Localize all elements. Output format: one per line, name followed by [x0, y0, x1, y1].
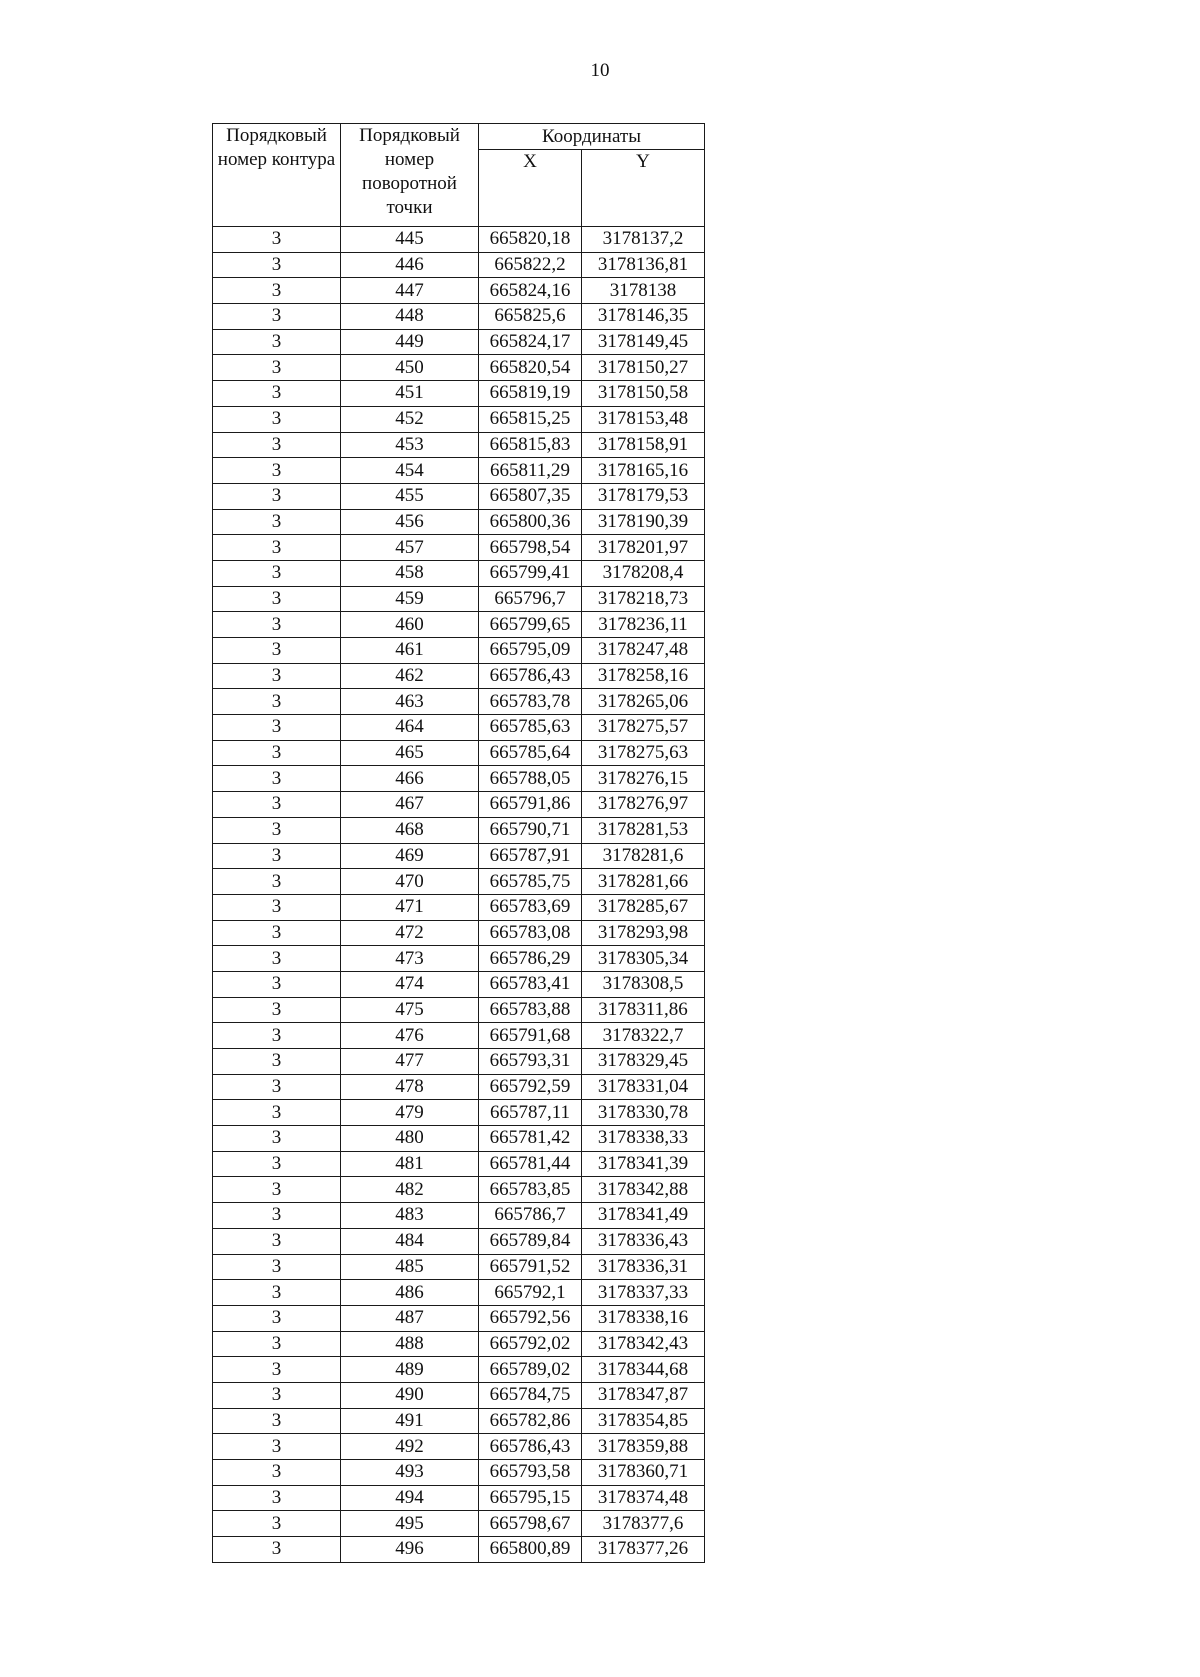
table-row [213, 740, 705, 766]
table-row [213, 792, 705, 818]
table-row [213, 946, 705, 972]
table-row [213, 483, 705, 509]
cell-point-number: 460 [341, 612, 479, 638]
cell-point-number: 496 [341, 1537, 479, 1563]
table-row [213, 1151, 705, 1177]
cell-contour-number: 3 [213, 1331, 341, 1357]
header-x: X [479, 150, 582, 227]
cell-y: 3178359,88 [582, 1434, 705, 1460]
cell-x: 665793,58 [479, 1460, 582, 1486]
cell-y: 3178281,6 [582, 843, 705, 869]
cell-y: 3178344,68 [582, 1357, 705, 1383]
cell-x: 665798,67 [479, 1511, 582, 1537]
cell-point-number: 454 [341, 458, 479, 484]
table-row [213, 1228, 705, 1254]
cell-x: 665789,84 [479, 1228, 582, 1254]
cell-y: 3178331,04 [582, 1074, 705, 1100]
cell-y: 3178158,91 [582, 432, 705, 458]
cell-x: 665799,65 [479, 612, 582, 638]
table-row [213, 560, 705, 586]
cell-y: 3178354,85 [582, 1408, 705, 1434]
cell-contour-number: 3 [213, 920, 341, 946]
cell-y: 3178258,16 [582, 663, 705, 689]
cell-y: 3178149,45 [582, 329, 705, 355]
cell-point-number: 481 [341, 1151, 479, 1177]
cell-point-number: 467 [341, 792, 479, 818]
cell-x: 665795,15 [479, 1485, 582, 1511]
cell-contour-number: 3 [213, 304, 341, 330]
cell-y: 3178276,15 [582, 766, 705, 792]
cell-x: 665785,75 [479, 869, 582, 895]
cell-contour-number: 3 [213, 1357, 341, 1383]
table-row [213, 329, 705, 355]
cell-point-number: 450 [341, 355, 479, 381]
cell-y: 3178342,43 [582, 1331, 705, 1357]
table-row [213, 971, 705, 997]
cell-x: 665786,43 [479, 1434, 582, 1460]
cell-y: 3178293,98 [582, 920, 705, 946]
cell-y: 3178138 [582, 278, 705, 304]
cell-y: 3178329,45 [582, 1049, 705, 1075]
table-row [213, 458, 705, 484]
cell-contour-number: 3 [213, 1382, 341, 1408]
cell-x: 665800,89 [479, 1537, 582, 1563]
cell-y: 3178338,16 [582, 1305, 705, 1331]
cell-x: 665783,69 [479, 894, 582, 920]
cell-x: 665785,64 [479, 740, 582, 766]
table-row [213, 278, 705, 304]
cell-y: 3178137,2 [582, 227, 705, 253]
cell-x: 665798,54 [479, 535, 582, 561]
table-row [213, 997, 705, 1023]
cell-point-number: 448 [341, 304, 479, 330]
cell-contour-number: 3 [213, 792, 341, 818]
cell-point-number: 449 [341, 329, 479, 355]
cell-contour-number: 3 [213, 329, 341, 355]
cell-y: 3178341,39 [582, 1151, 705, 1177]
table-row [213, 1485, 705, 1511]
table-row [213, 638, 705, 664]
cell-x: 665799,41 [479, 560, 582, 586]
cell-y: 3178337,33 [582, 1280, 705, 1306]
cell-y: 3178336,43 [582, 1228, 705, 1254]
cell-contour-number: 3 [213, 560, 341, 586]
table-row [213, 252, 705, 278]
cell-point-number: 461 [341, 638, 479, 664]
cell-x: 665815,25 [479, 406, 582, 432]
cell-point-number: 495 [341, 1511, 479, 1537]
cell-contour-number: 3 [213, 1023, 341, 1049]
cell-point-number: 494 [341, 1485, 479, 1511]
table-row [213, 1203, 705, 1229]
cell-contour-number: 3 [213, 971, 341, 997]
table-row [213, 1126, 705, 1152]
header-point-number: Порядковый номер поворотной точки [341, 124, 479, 227]
cell-y: 3178136,81 [582, 252, 705, 278]
cell-point-number: 462 [341, 663, 479, 689]
cell-y: 3178165,16 [582, 458, 705, 484]
cell-contour-number: 3 [213, 406, 341, 432]
cell-x: 665783,08 [479, 920, 582, 946]
cell-contour-number: 3 [213, 843, 341, 869]
cell-contour-number: 3 [213, 1228, 341, 1254]
cell-y: 3178360,71 [582, 1460, 705, 1486]
cell-point-number: 488 [341, 1331, 479, 1357]
cell-point-number: 453 [341, 432, 479, 458]
cell-y: 3178311,86 [582, 997, 705, 1023]
cell-contour-number: 3 [213, 355, 341, 381]
table-row [213, 432, 705, 458]
cell-x: 665791,68 [479, 1023, 582, 1049]
cell-contour-number: 3 [213, 509, 341, 535]
table-row [213, 1382, 705, 1408]
cell-contour-number: 3 [213, 1203, 341, 1229]
table-row [213, 869, 705, 895]
cell-x: 665786,7 [479, 1203, 582, 1229]
cell-y: 3178201,97 [582, 535, 705, 561]
cell-y: 3178150,27 [582, 355, 705, 381]
cell-x: 665795,09 [479, 638, 582, 664]
cell-point-number: 483 [341, 1203, 479, 1229]
cell-x: 665783,88 [479, 997, 582, 1023]
table-row [213, 227, 705, 253]
cell-contour-number: 3 [213, 1408, 341, 1434]
table-row [213, 304, 705, 330]
cell-contour-number: 3 [213, 1280, 341, 1306]
cell-y: 3178218,73 [582, 586, 705, 612]
cell-point-number: 489 [341, 1357, 479, 1383]
cell-contour-number: 3 [213, 1177, 341, 1203]
cell-point-number: 490 [341, 1382, 479, 1408]
cell-contour-number: 3 [213, 638, 341, 664]
cell-x: 665820,18 [479, 227, 582, 253]
table-row [213, 663, 705, 689]
table-row [213, 1408, 705, 1434]
cell-x: 665811,29 [479, 458, 582, 484]
cell-point-number: 455 [341, 483, 479, 509]
cell-point-number: 480 [341, 1126, 479, 1152]
cell-point-number: 487 [341, 1305, 479, 1331]
cell-point-number: 464 [341, 715, 479, 741]
table-row [213, 1460, 705, 1486]
cell-contour-number: 3 [213, 663, 341, 689]
cell-contour-number: 3 [213, 1074, 341, 1100]
cell-y: 3178377,26 [582, 1537, 705, 1563]
table-row [213, 509, 705, 535]
cell-x: 665820,54 [479, 355, 582, 381]
table-row [213, 381, 705, 407]
cell-point-number: 472 [341, 920, 479, 946]
cell-contour-number: 3 [213, 869, 341, 895]
table-row [213, 1280, 705, 1306]
cell-y: 3178341,49 [582, 1203, 705, 1229]
table-row [213, 920, 705, 946]
cell-y: 3178336,31 [582, 1254, 705, 1280]
cell-x: 665793,31 [479, 1049, 582, 1075]
cell-point-number: 473 [341, 946, 479, 972]
table-row [213, 1100, 705, 1126]
cell-y: 3178275,63 [582, 740, 705, 766]
cell-point-number: 470 [341, 869, 479, 895]
page-number: 10 [590, 60, 610, 81]
table-row [213, 766, 705, 792]
table-row [213, 406, 705, 432]
cell-y: 3178146,35 [582, 304, 705, 330]
cell-y: 3178285,67 [582, 894, 705, 920]
cell-x: 665807,35 [479, 483, 582, 509]
cell-point-number: 466 [341, 766, 479, 792]
cell-point-number: 475 [341, 997, 479, 1023]
cell-contour-number: 3 [213, 997, 341, 1023]
table-row [213, 1434, 705, 1460]
cell-y: 3178236,11 [582, 612, 705, 638]
cell-point-number: 471 [341, 894, 479, 920]
cell-contour-number: 3 [213, 1254, 341, 1280]
cell-x: 665822,2 [479, 252, 582, 278]
table-row [213, 1177, 705, 1203]
table-row [213, 843, 705, 869]
cell-contour-number: 3 [213, 535, 341, 561]
table-row [213, 1023, 705, 1049]
table-row [213, 1305, 705, 1331]
cell-point-number: 447 [341, 278, 479, 304]
cell-contour-number: 3 [213, 946, 341, 972]
cell-x: 665824,16 [479, 278, 582, 304]
cell-point-number: 463 [341, 689, 479, 715]
cell-point-number: 457 [341, 535, 479, 561]
cell-y: 3178374,48 [582, 1485, 705, 1511]
table-row [213, 535, 705, 561]
cell-point-number: 484 [341, 1228, 479, 1254]
cell-x: 665791,52 [479, 1254, 582, 1280]
cell-point-number: 477 [341, 1049, 479, 1075]
cell-point-number: 456 [341, 509, 479, 535]
cell-contour-number: 3 [213, 894, 341, 920]
cell-point-number: 491 [341, 1408, 479, 1434]
cell-contour-number: 3 [213, 278, 341, 304]
cell-x: 665792,1 [479, 1280, 582, 1306]
cell-y: 3178377,6 [582, 1511, 705, 1537]
cell-point-number: 486 [341, 1280, 479, 1306]
cell-contour-number: 3 [213, 612, 341, 638]
cell-x: 665800,36 [479, 509, 582, 535]
cell-contour-number: 3 [213, 817, 341, 843]
cell-y: 3178347,87 [582, 1382, 705, 1408]
cell-point-number: 476 [341, 1023, 479, 1049]
cell-point-number: 446 [341, 252, 479, 278]
table-row [213, 715, 705, 741]
table-row [213, 894, 705, 920]
cell-x: 665783,85 [479, 1177, 582, 1203]
cell-point-number: 452 [341, 406, 479, 432]
cell-point-number: 482 [341, 1177, 479, 1203]
cell-y: 3178247,48 [582, 638, 705, 664]
table-header [213, 124, 705, 227]
cell-x: 665796,7 [479, 586, 582, 612]
cell-x: 665792,56 [479, 1305, 582, 1331]
cell-x: 665825,6 [479, 304, 582, 330]
cell-contour-number: 3 [213, 1485, 341, 1511]
table-row [213, 1074, 705, 1100]
cell-y: 3178276,97 [582, 792, 705, 818]
table-body [213, 227, 705, 1563]
cell-x: 665787,91 [479, 843, 582, 869]
cell-contour-number: 3 [213, 1126, 341, 1152]
cell-x: 665787,11 [479, 1100, 582, 1126]
table-row [213, 355, 705, 381]
table-row [213, 817, 705, 843]
cell-contour-number: 3 [213, 1460, 341, 1486]
cell-contour-number: 3 [213, 252, 341, 278]
cell-contour-number: 3 [213, 766, 341, 792]
cell-y: 3178281,53 [582, 817, 705, 843]
cell-point-number: 493 [341, 1460, 479, 1486]
cell-x: 665792,02 [479, 1331, 582, 1357]
cell-x: 665815,83 [479, 432, 582, 458]
cell-x: 665788,05 [479, 766, 582, 792]
cell-contour-number: 3 [213, 483, 341, 509]
cell-y: 3178281,66 [582, 869, 705, 895]
cell-contour-number: 3 [213, 586, 341, 612]
cell-contour-number: 3 [213, 227, 341, 253]
cell-point-number: 465 [341, 740, 479, 766]
cell-contour-number: 3 [213, 1434, 341, 1460]
header-contour-number: Порядковый номер контура [213, 124, 341, 227]
cell-x: 665781,42 [479, 1126, 582, 1152]
cell-point-number: 445 [341, 227, 479, 253]
header-coordinates: Координаты [479, 124, 705, 150]
cell-contour-number: 3 [213, 1151, 341, 1177]
table-row [213, 1357, 705, 1383]
table-row [213, 1254, 705, 1280]
cell-x: 665789,02 [479, 1357, 582, 1383]
cell-x: 665786,29 [479, 946, 582, 972]
cell-point-number: 474 [341, 971, 479, 997]
cell-x: 665783,78 [479, 689, 582, 715]
cell-y: 3178342,88 [582, 1177, 705, 1203]
cell-x: 665790,71 [479, 817, 582, 843]
cell-contour-number: 3 [213, 1100, 341, 1126]
cell-y: 3178265,06 [582, 689, 705, 715]
cell-contour-number: 3 [213, 1511, 341, 1537]
table-row [213, 612, 705, 638]
table-row [213, 1331, 705, 1357]
cell-contour-number: 3 [213, 458, 341, 484]
cell-y: 3178153,48 [582, 406, 705, 432]
cell-x: 665824,17 [479, 329, 582, 355]
cell-x: 665786,43 [479, 663, 582, 689]
table-row [213, 1511, 705, 1537]
cell-y: 3178338,33 [582, 1126, 705, 1152]
cell-y: 3178308,5 [582, 971, 705, 997]
cell-x: 665791,86 [479, 792, 582, 818]
coordinates-table [212, 123, 705, 1563]
cell-y: 3178190,39 [582, 509, 705, 535]
cell-x: 665785,63 [479, 715, 582, 741]
cell-point-number: 485 [341, 1254, 479, 1280]
cell-point-number: 478 [341, 1074, 479, 1100]
table-row [213, 689, 705, 715]
table-row [213, 586, 705, 612]
cell-point-number: 468 [341, 817, 479, 843]
table-row [213, 1537, 705, 1563]
cell-contour-number: 3 [213, 1049, 341, 1075]
cell-x: 665783,41 [479, 971, 582, 997]
cell-point-number: 469 [341, 843, 479, 869]
cell-x: 665782,86 [479, 1408, 582, 1434]
cell-contour-number: 3 [213, 1537, 341, 1563]
table-row [213, 1049, 705, 1075]
cell-point-number: 458 [341, 560, 479, 586]
header-y: Y [582, 150, 705, 227]
cell-contour-number: 3 [213, 381, 341, 407]
cell-x: 665819,19 [479, 381, 582, 407]
cell-point-number: 479 [341, 1100, 479, 1126]
cell-y: 3178275,57 [582, 715, 705, 741]
cell-x: 665784,75 [479, 1382, 582, 1408]
cell-point-number: 459 [341, 586, 479, 612]
cell-contour-number: 3 [213, 689, 341, 715]
cell-y: 3178322,7 [582, 1023, 705, 1049]
cell-point-number: 451 [341, 381, 479, 407]
cell-y: 3178179,53 [582, 483, 705, 509]
cell-contour-number: 3 [213, 740, 341, 766]
cell-y: 3178150,58 [582, 381, 705, 407]
cell-y: 3178208,4 [582, 560, 705, 586]
cell-contour-number: 3 [213, 432, 341, 458]
cell-point-number: 492 [341, 1434, 479, 1460]
cell-contour-number: 3 [213, 1305, 341, 1331]
cell-y: 3178330,78 [582, 1100, 705, 1126]
cell-x: 665781,44 [479, 1151, 582, 1177]
cell-x: 665792,59 [479, 1074, 582, 1100]
cell-y: 3178305,34 [582, 946, 705, 972]
cell-contour-number: 3 [213, 715, 341, 741]
